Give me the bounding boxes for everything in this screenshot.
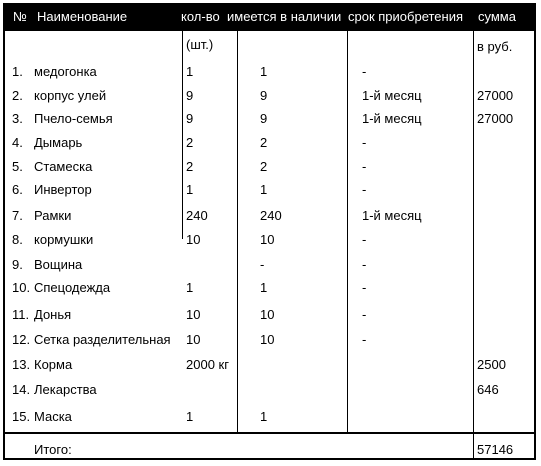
cell-have: 9 <box>260 88 268 103</box>
header-sum: сумма <box>478 9 516 24</box>
header-have: имеется в наличии <box>227 9 342 24</box>
cell-have: 9 <box>260 111 268 126</box>
cell-qty: 1 <box>186 409 194 424</box>
cell-term: - <box>362 257 367 272</box>
cell-have: 1 <box>260 182 268 197</box>
cell-name: Спецодежда <box>34 280 111 295</box>
cell-have: 240 <box>260 208 282 223</box>
cell-term: 1-й месяц <box>362 208 422 223</box>
col-divider-have <box>237 31 238 432</box>
col-divider-sum <box>473 31 474 460</box>
header-name: Наименование <box>37 9 128 24</box>
cell-have: 10 <box>260 332 275 347</box>
cell-qty: 10 <box>186 332 201 347</box>
header-num: № <box>13 9 27 24</box>
cell-term: - <box>362 332 367 347</box>
cell-num: 12. <box>12 332 31 347</box>
col-divider-qty-top <box>182 31 183 239</box>
total-separator <box>3 432 536 434</box>
cell-name: Вощина <box>34 257 83 272</box>
cell-num: 6. <box>12 182 23 197</box>
cell-num: 15. <box>12 409 31 424</box>
cell-term: - <box>362 280 367 295</box>
cell-qty: 1 <box>186 64 194 79</box>
cell-num: 13. <box>12 357 31 372</box>
cell-num: 11. <box>12 307 30 322</box>
total-label: Итого: <box>34 442 72 457</box>
cell-term: 1-й месяц <box>362 88 422 103</box>
cell-num: 1. <box>12 64 23 79</box>
cell-num: 5. <box>12 159 23 174</box>
cell-qty: 240 <box>186 208 208 223</box>
cell-have: - <box>260 257 265 272</box>
cell-have: 1 <box>260 64 268 79</box>
cell-name: Корма <box>34 357 73 372</box>
cell-name: медогонка <box>34 64 97 79</box>
cell-qty: 10 <box>186 232 201 247</box>
cell-num: 9. <box>12 257 23 272</box>
cell-qty: 2 <box>186 135 194 150</box>
table-header <box>3 3 536 31</box>
cell-name: Рамки <box>34 208 72 223</box>
cell-name: кормушки <box>34 232 94 247</box>
cell-name: Маска <box>34 409 72 424</box>
cell-name: Лекарства <box>34 382 97 397</box>
header-qty: кол-во <box>181 9 220 24</box>
cell-num: 10. <box>12 280 31 295</box>
total-sum: 57146 <box>477 442 514 457</box>
cell-qty: 1 <box>186 182 194 197</box>
cell-term: - <box>362 159 367 174</box>
cell-have: 10 <box>260 307 275 322</box>
cell-qty: 2000 кг <box>186 357 229 372</box>
cell-have: 2 <box>260 135 268 150</box>
cell-have: 1 <box>260 409 268 424</box>
cell-qty: 10 <box>186 307 201 322</box>
cell-have: 1 <box>260 280 268 295</box>
cell-num: 2. <box>12 88 23 103</box>
cell-qty: 2 <box>186 159 194 174</box>
cell-num: 3. <box>12 111 23 126</box>
col-divider-term <box>347 31 348 432</box>
cell-num: 14. <box>12 382 31 397</box>
subheader-qty-unit: (шт.) <box>186 37 214 52</box>
cell-name: Дымарь <box>34 135 83 150</box>
cell-num: 8. <box>12 232 23 247</box>
cell-term: 1-й месяц <box>362 111 422 126</box>
cell-term: - <box>362 307 367 322</box>
cell-term: - <box>362 232 367 247</box>
cell-term: - <box>362 64 367 79</box>
cell-name: корпус улей <box>34 88 107 103</box>
cell-name: Стамеска <box>34 159 93 174</box>
cell-qty: 9 <box>186 111 194 126</box>
cell-term: - <box>362 135 367 150</box>
header-term: срок приобретения <box>348 9 464 24</box>
cell-sum: 2500 <box>477 357 506 372</box>
subheader-sum-unit: в руб. <box>477 39 513 54</box>
cell-num: 7. <box>12 208 23 223</box>
cell-name: Сетка разделительная <box>34 332 171 347</box>
cell-term: - <box>362 182 367 197</box>
cell-have: 2 <box>260 159 268 174</box>
cell-sum: 27000 <box>477 88 514 103</box>
cell-name: Пчело-семья <box>34 111 113 126</box>
cell-name: Инвертор <box>34 182 92 197</box>
cell-sum: 27000 <box>477 111 514 126</box>
cell-qty: 9 <box>186 88 194 103</box>
cell-have: 10 <box>260 232 275 247</box>
cell-num: 4. <box>12 135 23 150</box>
cell-name: Донья <box>34 307 72 322</box>
cell-sum: 646 <box>477 382 499 397</box>
cell-qty: 1 <box>186 280 194 295</box>
